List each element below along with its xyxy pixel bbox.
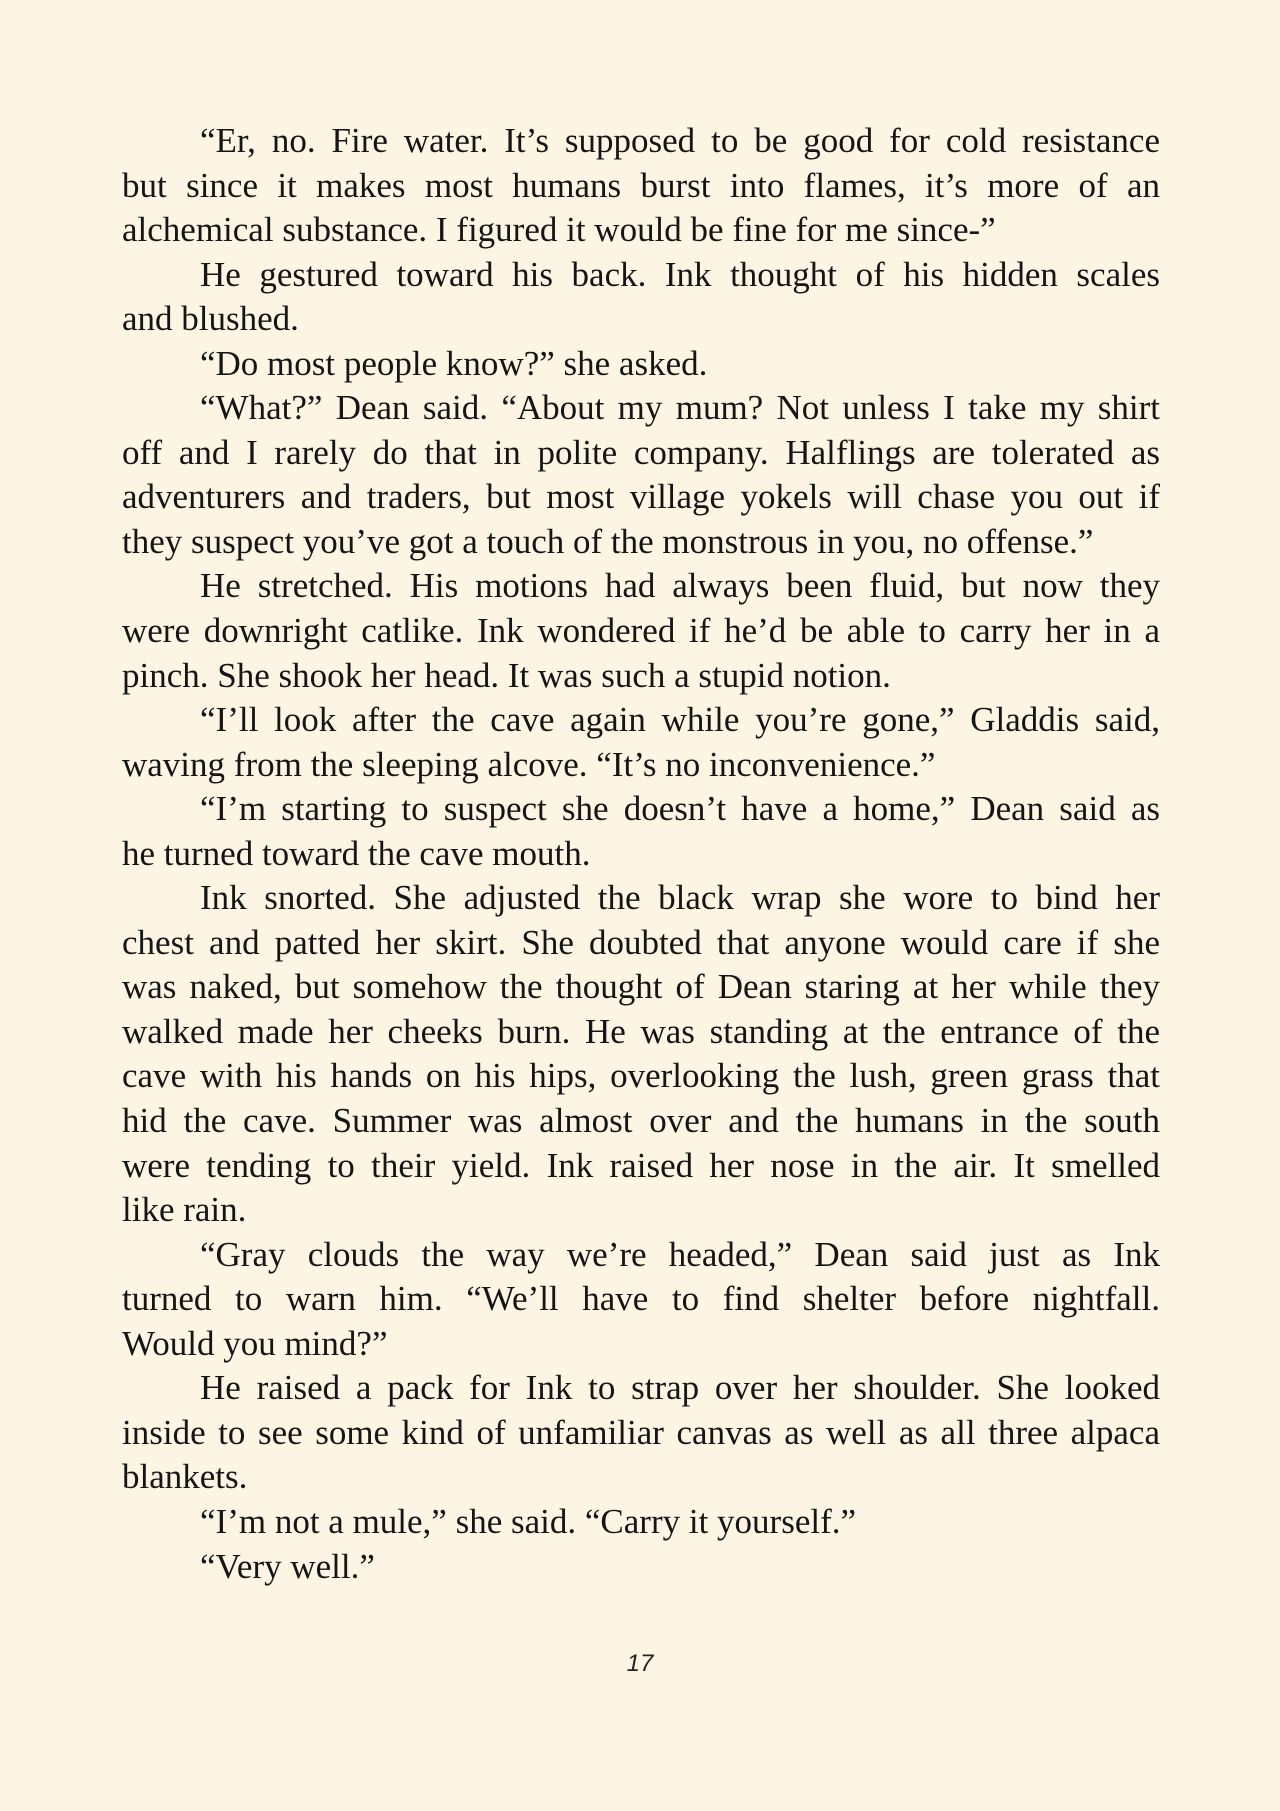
- text-line: “Gray clouds the way we’re headed,” Dean said just as Ink: [200, 1234, 1160, 1274]
- text-line: Would you mind?”: [122, 1323, 388, 1363]
- text-line: and blushed.: [122, 299, 299, 339]
- text-line: cave with his hands on his hips, overlooking the lush, green grass that: [122, 1056, 1160, 1096]
- text-line: “I’m starting to suspect she doesn’t have a home,” Dean said as: [200, 789, 1160, 829]
- text-line: off and I rarely do that in polite company. Halflings are tolerated as: [122, 432, 1160, 472]
- text-line: was naked, but somehow the thought of Dean staring at her while they: [122, 967, 1160, 1007]
- text-line: blankets.: [122, 1457, 248, 1497]
- text-line: “I’m not a mule,” she said. “Carry it yourself.”: [200, 1501, 857, 1541]
- body-text: [122, 119, 1160, 1589]
- text-line: “Very well.”: [200, 1546, 375, 1586]
- text-line: “What?” Dean said. “About my mum? Not unless I take my shirt: [200, 388, 1160, 428]
- text-line: but since it makes most humans burst into flames, it’s more of an: [122, 165, 1160, 205]
- text-line: “I’ll look after the cave again while you’re gone,” Gladdis said,: [200, 700, 1160, 740]
- text-line: he turned toward the cave mouth.: [122, 833, 591, 873]
- text-line: pinch. She shook her head. It was such a stupid notion.: [122, 655, 891, 695]
- text-line: He stretched. His motions had always been fluid, but now they: [200, 566, 1160, 606]
- text-line: adventurers and traders, but most village yokels will chase you out if: [122, 477, 1160, 517]
- text-line: He gestured toward his back. Ink thought of his hidden scales: [200, 254, 1160, 294]
- text-line: waving from the sleeping alcove. “It’s no inconvenience.”: [122, 744, 936, 784]
- text-line: turned to warn him. “We’ll have to find shelter before nightfall.: [122, 1279, 1160, 1319]
- text-line: like rain.: [122, 1190, 247, 1230]
- page-number: 17: [626, 1650, 654, 1677]
- text-line: “Do most people know?” she asked.: [200, 343, 708, 383]
- text-line: walked made her cheeks burn. He was standing at the entrance of the: [122, 1011, 1160, 1051]
- text-line: chest and patted her skirt. She doubted that anyone would care if she: [122, 922, 1160, 962]
- text-line: He raised a pack for Ink to strap over her shoulder. She looked: [200, 1368, 1160, 1408]
- text-line: hid the cave. Summer was almost over and the humans in the south: [122, 1101, 1160, 1141]
- text-line: were tending to their yield. Ink raised her nose in the air. It smelled: [122, 1145, 1160, 1185]
- text-line: they suspect you’ve got a touch of the monstrous in you, no offense.”: [122, 521, 1094, 561]
- text-line: were downright catlike. Ink wondered if he’d be able to carry her in a: [122, 611, 1160, 651]
- text-line: alchemical substance. I figured it would be fine for me since-”: [122, 210, 996, 250]
- text-line: Ink snorted. She adjusted the black wrap she wore to bind her: [200, 878, 1160, 918]
- text-line: “Er, no. Fire water. It’s supposed to be good for cold resistance: [200, 121, 1160, 160]
- text-line: inside to see some kind of unfamiliar canvas as well as all three alpaca: [122, 1412, 1160, 1452]
